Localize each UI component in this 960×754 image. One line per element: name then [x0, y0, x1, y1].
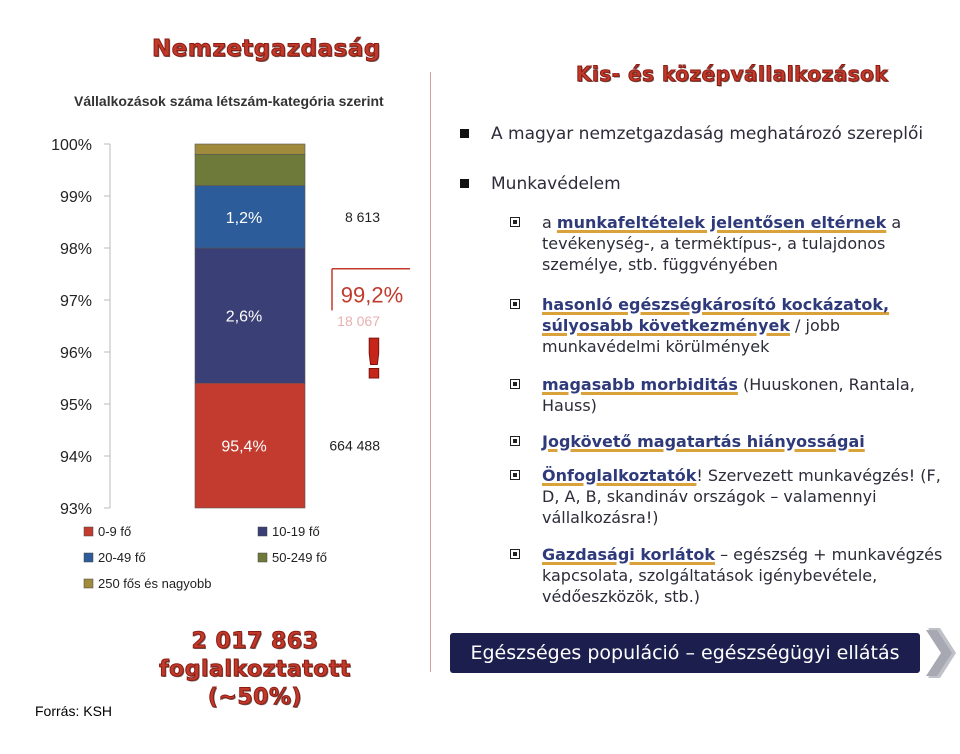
- legend-swatch: [84, 553, 93, 562]
- source-note: Forrás: KSH: [35, 703, 113, 719]
- legend-swatch: [84, 579, 93, 588]
- bullet-square-icon: [460, 129, 469, 138]
- bullet-square-icon: [510, 299, 520, 309]
- bar-value-label: 2,6%: [225, 308, 263, 326]
- legend-swatch: [258, 553, 267, 562]
- text-run: a: [542, 213, 557, 232]
- y-tick-label: 95%: [59, 397, 92, 414]
- bullet-square-icon: [510, 379, 520, 389]
- bullet-text: [542, 544, 960, 607]
- count-label: 8 613: [344, 208, 380, 225]
- stacked-bar-chart: [0, 110, 425, 610]
- chart-subtitle: Vállalkozások száma létszám-kategória szerint: [74, 93, 384, 109]
- text-run: A magyar nemzetgazdaság meghatározó szereplői: [491, 124, 924, 144]
- text-run: a tevékenység-, a terméktípus-, a tulajdonos személye, stb. függvényében: [542, 213, 902, 274]
- left-section-title: Nemzetgazdaság: [152, 36, 381, 62]
- legend-label: 10-19 fő: [272, 524, 320, 539]
- bullet-text: [542, 465, 960, 528]
- bullet-text: [542, 374, 960, 416]
- bar-value-label: 95,4%: [221, 438, 267, 456]
- y-tick-label: 99%: [59, 189, 92, 206]
- bullet-text: [542, 431, 960, 452]
- bullet-square-icon: [460, 179, 469, 188]
- text-run: (Huuskonen, Rantala, Hauss): [542, 375, 915, 415]
- highlighted-phrase: Gazdasági korlátok: [542, 545, 715, 564]
- sub-bullet-item: [510, 465, 960, 528]
- exclamation-mark: !: [361, 328, 387, 391]
- sub-bullet-item: [510, 431, 960, 452]
- legend-label: 20-49 fő: [98, 550, 146, 565]
- sub-bullet-item: [510, 544, 960, 607]
- y-tick-label: 100%: [51, 137, 92, 154]
- highlighted-phrase: magasabb morbiditás: [542, 375, 738, 394]
- sub-bullet-item: [510, 374, 960, 416]
- legend-label: 0-9 fő: [98, 524, 132, 539]
- text-run: – egészség + munkavégzés kapcsolata, szolgáltatások igénybevétele, védőeszközök, stb.): [542, 545, 943, 606]
- legend-label: 250 fős és nagyobb: [98, 576, 212, 591]
- text-run: Munkavédelem: [491, 174, 621, 194]
- bullet-text: [491, 174, 621, 194]
- summary-banner: Egészséges populáció – egészségügyi ellátás: [450, 633, 920, 673]
- bullet-square-icon: [510, 549, 520, 559]
- highlighted-phrase: munkafeltételek jelentősen eltérnek: [556, 213, 887, 232]
- employed-total: [120, 628, 390, 712]
- y-tick-label: 98%: [59, 241, 92, 258]
- text-run: ! Szervezett munkavégzés! (F, D, A, B, skandináv országok – valamennyi vállalkozásra!): [542, 466, 941, 527]
- y-tick-label: 97%: [59, 293, 92, 310]
- bullet-text: [491, 124, 923, 144]
- text-run: / jobb munkavédelmi körülmények: [542, 316, 841, 356]
- bullet-square-icon: [510, 436, 520, 446]
- bullet-square-icon: [510, 217, 520, 227]
- total-share-label: 99,2%: [340, 282, 404, 308]
- highlighted-phrase: hasonló egészségkárosító kockázatok, súlyosabb következmények: [542, 295, 890, 335]
- highlighted-phrase: Önfoglalkoztatók: [542, 466, 697, 485]
- sub-bullet-item: [510, 294, 960, 357]
- count-label: 664 488: [329, 437, 380, 454]
- employed-line1: 2 017 863 foglalkoztatott: [159, 629, 351, 682]
- bullet-square-icon: [510, 470, 520, 480]
- bullet-text: [542, 212, 960, 275]
- bullet-item: [460, 174, 621, 194]
- chevron-right-icon[interactable]: [924, 626, 958, 680]
- y-tick-label: 96%: [59, 345, 92, 362]
- legend-label: 50-249 fő: [272, 550, 327, 565]
- legend-swatch: [258, 527, 267, 536]
- y-tick-label: 93%: [59, 501, 92, 518]
- bullet-text: [542, 294, 960, 357]
- y-tick-label: 94%: [59, 449, 92, 466]
- right-section-title: Kis- és középvállalkozások: [576, 62, 889, 86]
- section-divider: [430, 72, 431, 672]
- sub-bullet-item: [510, 212, 960, 275]
- bar-value-label: 1,2%: [225, 209, 263, 227]
- employed-line2: (~50%): [207, 685, 303, 710]
- highlighted-phrase: Jogkövető magatartás hiányosságai: [542, 432, 865, 451]
- bullet-item: [460, 124, 923, 144]
- bar-segment: [195, 154, 305, 185]
- count-label: 18 067: [337, 312, 380, 329]
- bar-segment: [195, 144, 305, 154]
- legend-swatch: [84, 527, 93, 536]
